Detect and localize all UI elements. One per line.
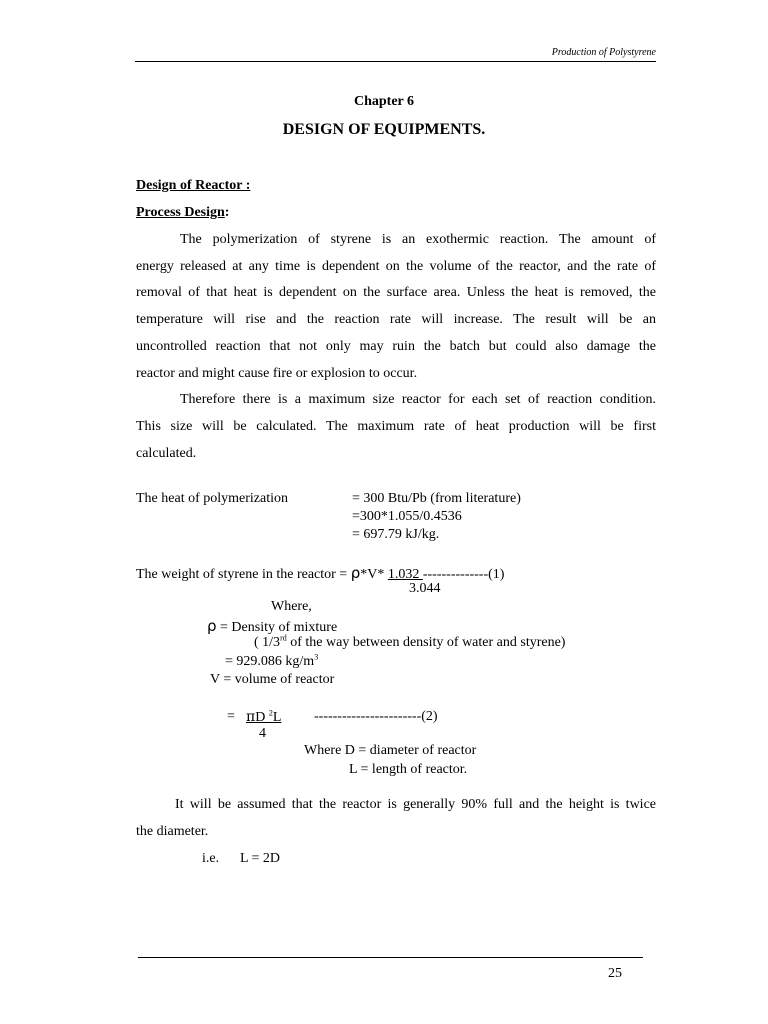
para1-line: reactor and might cause fire or explosion to occur. bbox=[136, 366, 418, 381]
volume-denominator: 4 bbox=[259, 726, 266, 741]
ie-label: i.e. bbox=[202, 851, 220, 866]
chapter-label: Chapter 6 bbox=[353, 94, 415, 109]
para2-line: This size will be calculated. The maximum rate of heat production will be first bbox=[136, 419, 656, 434]
ie-equation: L = 2D bbox=[240, 851, 281, 866]
para1-line: The polymerization of styrene is an exothermic reaction. The amount of bbox=[180, 232, 656, 247]
where-d: Where D = diameter of reactor bbox=[304, 743, 477, 758]
heat-eq-2: =300*1.055/0.4536 bbox=[352, 509, 462, 524]
weight-denominator: 3.044 bbox=[409, 581, 441, 596]
header-rule bbox=[135, 61, 656, 62]
volume-definition: V = volume of reactor bbox=[210, 672, 335, 687]
subsection-heading: Process Design: bbox=[136, 205, 230, 220]
para1-line: energy released at any time is dependent on the volume of the reactor, and the rate of bbox=[136, 259, 656, 274]
chapter-title: DESIGN OF EQUIPMENTS. bbox=[282, 121, 486, 138]
para1-line: temperature will rise and the reaction rate will increase. The result will be an bbox=[136, 312, 656, 327]
where-l: L = length of reactor. bbox=[349, 762, 468, 777]
heat-eq-1: = 300 Btu/Pb (from literature) bbox=[352, 491, 521, 506]
rho-note: ( 1/3rd of the way between density of water and styrene) bbox=[254, 633, 566, 650]
para3-line: the diameter. bbox=[136, 824, 209, 839]
para1-line: removal of that heat is dependent on the surface area. Unless the heat is removed, the bbox=[136, 285, 656, 300]
volume-numerator: πD $^2$L bbox=[246, 708, 282, 725]
weight-equation: The weight of styrene in the reactor = ρ*V* 1.032 --------------(1) bbox=[136, 564, 505, 582]
heat-label: The heat of polymerization bbox=[136, 491, 288, 506]
where-label: Where, bbox=[271, 599, 312, 614]
volume-eq-sign: = bbox=[227, 709, 235, 724]
footer-rule bbox=[138, 957, 643, 958]
para2-line: calculated. bbox=[136, 446, 197, 461]
rho-definition: ρ = Density of mixture bbox=[207, 617, 338, 635]
para2-line: Therefore there is a maximum size reactor for each set of reaction condition. bbox=[180, 392, 656, 407]
page-number: 25 bbox=[608, 966, 622, 981]
heat-eq-3: = 697.79 kJ/kg. bbox=[352, 527, 440, 542]
para3-line: It will be assumed that the reactor is generally 90% full and the height is twice bbox=[175, 797, 656, 812]
volume-eq-dashes: -----------------------(2) bbox=[314, 709, 438, 724]
para1-line: uncontrolled reaction that not only may ruin the batch but could also damage the bbox=[136, 339, 656, 354]
running-header: Production of Polystyrene bbox=[551, 47, 656, 58]
rho-value: = 929.086 $kg/m^3$ bbox=[225, 652, 319, 669]
section-heading: Design of Reactor : bbox=[136, 178, 251, 193]
